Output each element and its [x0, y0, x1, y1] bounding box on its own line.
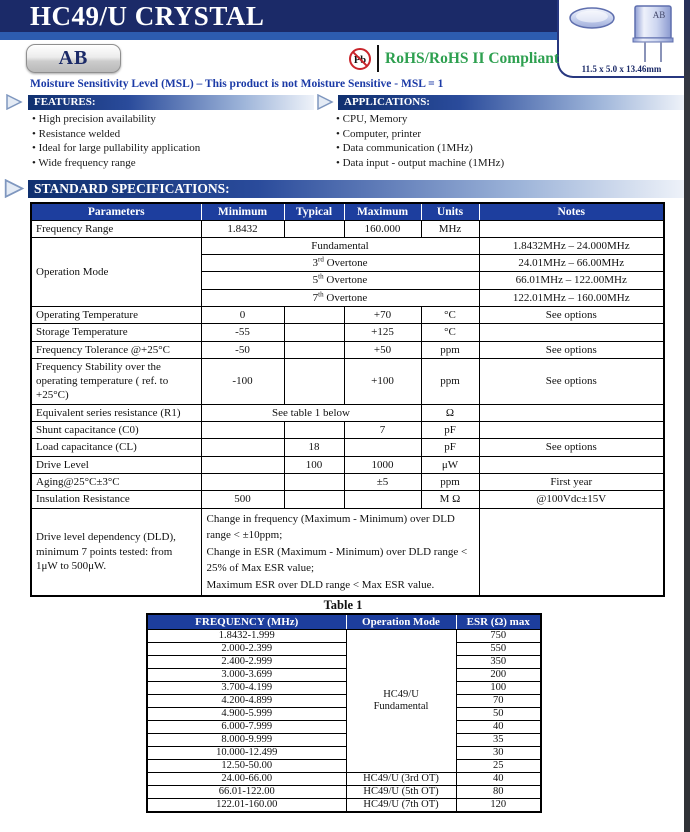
rohs-label: RoHS/RoHS II Compliant — [385, 49, 559, 67]
table1-cell: 4.900-5.999 — [147, 707, 346, 720]
spec-cell: 100 — [284, 456, 344, 473]
table-row — [147, 734, 541, 747]
features-heading: FEATURES: — [28, 95, 314, 110]
spec-cell: 1.8432MHz – 24.000MHz — [479, 237, 664, 254]
table-row — [31, 404, 664, 421]
package-box — [557, 0, 684, 78]
list-item: • CPU, Memory — [336, 112, 676, 127]
svg-text:Pb: Pb — [353, 54, 367, 66]
table-row — [147, 668, 541, 681]
table-row — [147, 681, 541, 694]
table-row — [31, 306, 664, 323]
crystal-top-view-icon — [570, 8, 614, 28]
divider — [377, 45, 379, 72]
spec-cell: +50 — [344, 341, 421, 358]
list-item: • Resistance welded — [32, 127, 312, 142]
table1-cell: 25 — [456, 760, 541, 773]
features-list — [32, 112, 312, 170]
table-row — [31, 491, 664, 508]
table-row — [31, 358, 664, 404]
table-row — [31, 456, 664, 473]
table1-cell: HC49/U (5th OT) — [346, 786, 456, 799]
spec-column-header: Units — [421, 203, 479, 220]
spec-cell: 24.01MHz – 66.00MHz — [479, 255, 664, 272]
table1-cell: 80 — [456, 786, 541, 799]
spec-column-header: Maximum — [344, 203, 421, 220]
spec-cell: Change in frequency (Maximum - Minimum) over DLD range < ±10ppm; Change in ESR (Maximum - Minimum) over DLD range < 25% of Max ESR value; Maximum ESR over DLD range < Max ESR value. — [201, 508, 479, 596]
table1-cell: 3.700-4.199 — [147, 681, 346, 694]
spec-cell: ppm — [421, 473, 479, 490]
list-item: • Wide frequency range — [32, 156, 312, 171]
spec-cell: °C — [421, 306, 479, 323]
table-row — [147, 642, 541, 655]
table-row — [147, 786, 541, 799]
table-row — [31, 508, 664, 596]
spec-cell: Shunt capacitance (C0) — [31, 422, 201, 439]
spec-cell — [479, 404, 664, 421]
table1-cell: 1.8432-1.999 — [147, 629, 346, 642]
table-row — [147, 707, 541, 720]
spec-cell: MHz — [421, 220, 479, 237]
section-arrow-icon — [4, 94, 24, 110]
spec-cell — [201, 422, 284, 439]
spec-cell: See options — [479, 306, 664, 323]
spec-cell — [201, 473, 284, 490]
table1-cell: 120 — [456, 799, 541, 813]
spec-cell: Aging@25°C±3°C — [31, 473, 201, 490]
table1-cell: 750 — [456, 629, 541, 642]
msl-note: Moisture Sensitivity Level (MSL) – This product is not Moisture Sensitive - MSL = 1 — [30, 78, 444, 90]
page-title: HC49/U CRYSTAL — [30, 1, 265, 31]
table-row — [147, 694, 541, 707]
table-row — [147, 760, 541, 773]
spec-cell: 7 — [344, 422, 421, 439]
spec-cell — [344, 439, 421, 456]
table1-cell: 24.00-66.00 — [147, 773, 346, 786]
spec-cell — [344, 491, 421, 508]
applications-list — [336, 112, 676, 170]
table1-cell: 4.200-4.899 — [147, 694, 346, 707]
spec-cell: 500 — [201, 491, 284, 508]
spec-cell: 3rd Overtone — [201, 255, 479, 272]
spec-cell: Load capacitance (CL) — [31, 439, 201, 456]
table1-cell: 6.000-7.999 — [147, 720, 346, 733]
crystal-package-drawing — [559, 0, 684, 64]
table1-cell: 122.01-160.00 — [147, 799, 346, 813]
spec-cell: See table 1 below — [201, 404, 421, 421]
spec-cell: ppm — [421, 341, 479, 358]
spec-cell: -100 — [201, 358, 284, 404]
table1-cell: 70 — [456, 694, 541, 707]
spec-cell: Equivalent series resistance (R1) — [31, 404, 201, 421]
spec-cell: +70 — [344, 306, 421, 323]
spec-cell: ±5 — [344, 473, 421, 490]
spec-cell: Fundamental — [201, 237, 479, 254]
table1-cell: 66.01-122.00 — [147, 786, 346, 799]
table1-cell: 3.000-3.699 — [147, 668, 346, 681]
table-row — [147, 747, 541, 760]
page-edge-strip — [684, 0, 690, 832]
list-item: • Data communication (1MHz) — [336, 141, 676, 156]
spec-column-header: Minimum — [201, 203, 284, 220]
spec-cell — [479, 508, 664, 596]
spec-cell — [284, 306, 344, 323]
spec-column-header: Parameters — [31, 203, 201, 220]
spec-cell: Frequency Stability over the operating temperature ( ref. to +25°C) — [31, 358, 201, 404]
esr-table — [146, 613, 542, 813]
spec-cell: 7th Overtone — [201, 289, 479, 306]
spec-cell — [479, 324, 664, 341]
spec-cell: @100Vdc±15V — [479, 491, 664, 508]
pb-free-icon — [348, 47, 372, 71]
table1-cell: HC49/U (7th OT) — [346, 799, 456, 813]
table1-column-header: FREQUENCY (MHz) — [147, 614, 346, 629]
table1-column-header: ESR (Ω) max — [456, 614, 541, 629]
spec-cell: Drive Level — [31, 456, 201, 473]
spec-cell: μW — [421, 456, 479, 473]
spec-cell: M Ω — [421, 491, 479, 508]
spec-cell: Frequency Tolerance @+25°C — [31, 341, 201, 358]
spec-cell: 18 — [284, 439, 344, 456]
spec-cell: °C — [421, 324, 479, 341]
table-row — [31, 341, 664, 358]
svg-text:AB: AB — [652, 10, 666, 20]
section-arrow-icon — [315, 94, 335, 110]
spec-cell: Insulation Resistance — [31, 491, 201, 508]
table-header-row — [31, 203, 664, 220]
compliance-row — [348, 45, 559, 72]
spec-cell — [479, 456, 664, 473]
table1-cell: 200 — [456, 668, 541, 681]
list-item: • Data input - output machine (1MHz) — [336, 156, 676, 171]
table-row — [147, 773, 541, 786]
table1-title: Table 1 — [323, 598, 363, 612]
table1-cell: 8.000-9.999 — [147, 734, 346, 747]
spec-cell: See options — [479, 358, 664, 404]
applications-heading: APPLICATIONS: — [338, 95, 684, 110]
spec-cell: 122.01MHz – 160.00MHz — [479, 289, 664, 306]
table1-cell: HC49/U Fundamental — [346, 629, 456, 773]
spec-cell — [479, 422, 664, 439]
spec-cell: ppm — [421, 358, 479, 404]
crystal-side-view-icon — [633, 6, 673, 62]
table-row — [147, 629, 541, 642]
spec-cell: 66.01MHz – 122.00MHz — [479, 272, 664, 289]
spec-cell — [201, 439, 284, 456]
spec-cell — [284, 220, 344, 237]
table1-cell: 35 — [456, 734, 541, 747]
spec-cell: Storage Temperature — [31, 324, 201, 341]
spec-cell: 1000 — [344, 456, 421, 473]
spec-cell: Ω — [421, 404, 479, 421]
spec-cell: -50 — [201, 341, 284, 358]
spec-cell: +125 — [344, 324, 421, 341]
spec-cell: pF — [421, 422, 479, 439]
specifications-table — [30, 202, 665, 597]
spec-cell — [284, 358, 344, 404]
spec-cell — [284, 473, 344, 490]
package-dimensions: 11.5 x 5.0 x 13.46mm — [581, 64, 662, 74]
table-row — [31, 439, 664, 456]
table-row — [147, 720, 541, 733]
table1-cell: 2.400-2.999 — [147, 655, 346, 668]
table-row — [147, 799, 541, 813]
spec-cell: First year — [479, 473, 664, 490]
table-header-row — [147, 614, 541, 629]
spec-cell: -55 — [201, 324, 284, 341]
section-arrow-icon — [2, 179, 26, 198]
table1-cell: 2.000-2.399 — [147, 642, 346, 655]
spec-cell: Operating Temperature — [31, 306, 201, 323]
spec-cell — [284, 324, 344, 341]
list-item: • High precision availability — [32, 112, 312, 127]
spec-cell — [284, 422, 344, 439]
table1-cell: 40 — [456, 773, 541, 786]
table-row — [31, 324, 664, 341]
spec-cell: 1.8432 — [201, 220, 284, 237]
table1-column-header: Operation Mode — [346, 614, 456, 629]
table1-cell: 40 — [456, 720, 541, 733]
table-row — [31, 473, 664, 490]
spec-cell: See options — [479, 341, 664, 358]
table1-cell: HC49/U (3rd OT) — [346, 773, 456, 786]
spec-cell — [284, 491, 344, 508]
table1-cell: 10.000-12.499 — [147, 747, 346, 760]
spec-cell — [479, 220, 664, 237]
spec-cell — [201, 456, 284, 473]
table-row — [31, 237, 664, 254]
table-row — [31, 422, 664, 439]
spec-cell: pF — [421, 439, 479, 456]
table1-cell: 12.50-50.00 — [147, 760, 346, 773]
spec-cell: +100 — [344, 358, 421, 404]
list-item: • Computer, printer — [336, 127, 676, 142]
table-row — [147, 655, 541, 668]
spec-cell: 160.000 — [344, 220, 421, 237]
spec-cell: See options — [479, 439, 664, 456]
spec-cell — [284, 341, 344, 358]
spec-cell: 0 — [201, 306, 284, 323]
table-row — [31, 220, 664, 237]
spec-cell: Frequency Range — [31, 220, 201, 237]
header-bar — [0, 0, 557, 40]
spec-cell: Operation Mode — [31, 237, 201, 306]
specifications-heading: STANDARD SPECIFICATIONS: — [28, 180, 684, 198]
spec-column-header: Typical — [284, 203, 344, 220]
list-item: • Ideal for large pullability application — [32, 141, 312, 156]
brand-badge: AB — [26, 44, 121, 73]
table1-cell: 350 — [456, 655, 541, 668]
table1-cell: 550 — [456, 642, 541, 655]
table1-cell: 100 — [456, 681, 541, 694]
spec-cell: 5th Overtone — [201, 272, 479, 289]
table1-cell: 30 — [456, 747, 541, 760]
spec-cell: Drive level dependency (DLD), minimum 7 points tested: from 1μW to 500μW. — [31, 508, 201, 596]
table1-cell: 50 — [456, 707, 541, 720]
spec-column-header: Notes — [479, 203, 664, 220]
